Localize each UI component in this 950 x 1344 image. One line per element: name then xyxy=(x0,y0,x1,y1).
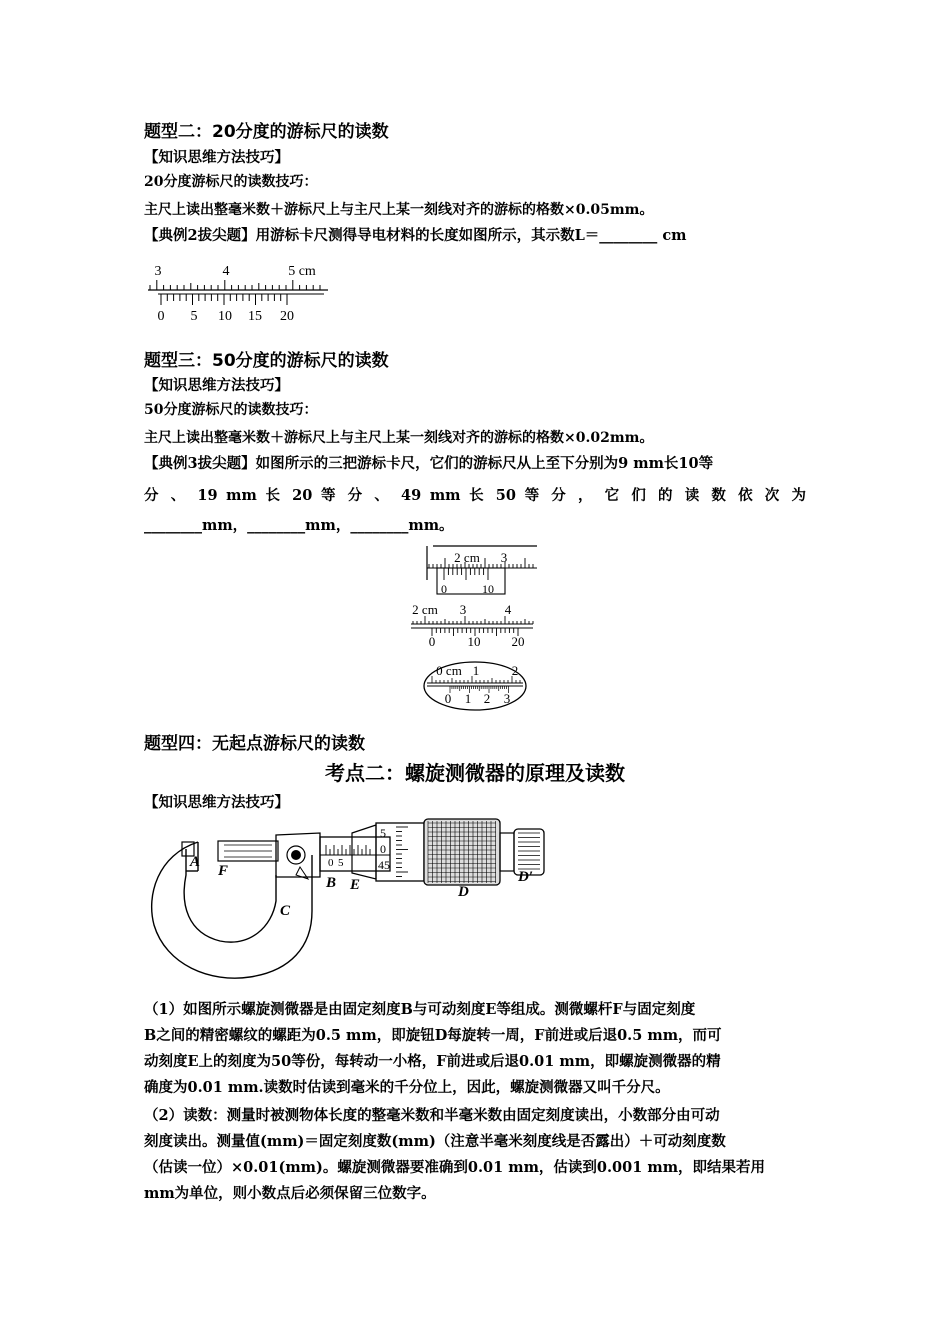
section4-title: 题型四：无起点游标尺的读数 xyxy=(144,734,365,754)
ruler2-main-3: 3 xyxy=(459,602,467,617)
example-tag: 【典例2拔尖题】 xyxy=(144,227,256,244)
ruler3-vernier-0: 0 xyxy=(444,691,452,706)
label-F: F xyxy=(218,863,229,879)
para2-line: 刻度读出。测量值(mm)＝固定刻度数(mm)（注意半毫米刻度线是否露出）＋可动刻度数 xyxy=(144,1133,726,1150)
ruler3-vernier-3: 3 xyxy=(503,691,511,706)
label-C: C xyxy=(280,903,291,919)
section2-tips-heading: 【知识思维方法技巧】 xyxy=(144,149,289,166)
topic2-paragraph-2 xyxy=(144,1103,806,1207)
caliper-ruler-1 xyxy=(427,546,537,596)
three-vernier-calipers-figure xyxy=(405,540,545,712)
topic2-paragraph-1 xyxy=(144,997,806,1101)
ruler1-vernier-0: 0 xyxy=(441,582,447,596)
example-text: 用游标卡尺测得导电材料的长度如图所示，其示数L＝________ cm xyxy=(255,227,687,244)
topic2-title: 考点二：螺旋测微器的原理及读数 xyxy=(325,761,625,785)
main-label-5cm: 5 cm xyxy=(288,264,316,279)
main-label-3: 3 xyxy=(154,264,162,279)
main-label-4: 4 xyxy=(222,264,230,279)
ruler1-main-3: 3 xyxy=(500,550,508,565)
para2-line: （估读一位）×0.01(mm)。螺旋测微器要准确到0.01 mm，估读到0.001 mm，即结果若用 xyxy=(144,1159,766,1176)
section3-tips-title: 50分度游标尺的读数技巧： xyxy=(144,402,318,418)
sleeve-number-5: 5 xyxy=(338,857,344,869)
ruler1-main-2cm: 2 cm xyxy=(454,550,480,565)
para1-line: 动刻度E上的刻度为50等份，每转动一小格，F前进或后退0.01 mm，即螺旋测微器的精 xyxy=(144,1053,721,1070)
ruler2-main-4: 4 xyxy=(504,602,512,617)
section3-title: 题型三：50分度的游标尺的读数 xyxy=(144,351,389,371)
thimble-number-45: 45 xyxy=(378,858,390,872)
vernier-label-10: 10 xyxy=(218,309,232,324)
ruler3-main-1: 1 xyxy=(472,663,480,678)
ruler3-main-0cm: 0 cm xyxy=(436,663,462,678)
section3-tips-rule: 主尺上读出整毫米数＋游标尺上与主尺上某一刻线对齐的游标的格数×0.02mm。 xyxy=(144,430,654,446)
ruler3-main-2: 2 xyxy=(511,663,519,678)
caliper-ruler-3 xyxy=(424,662,526,710)
para1-line: 确度为0.01 mm.读数时估读到毫米的千分位上，因此，螺旋测微器又叫千分尺。 xyxy=(144,1079,670,1096)
para1-line: （1）如图所示螺旋测微器是由固定刻度B与可动刻度E等组成。测微螺杆F与固定刻度 xyxy=(144,1001,696,1018)
label-D-prime: D′ xyxy=(518,869,534,885)
vernier-label-5: 5 xyxy=(190,309,198,324)
ruler2-vernier-20: 20 xyxy=(511,634,525,649)
micrometer-figure xyxy=(140,815,560,985)
thimble-number-0: 0 xyxy=(380,842,386,856)
thimble-number-5: 5 xyxy=(380,826,386,840)
vernier-caliper-20-figure xyxy=(140,258,340,328)
label-D: D xyxy=(458,884,469,900)
section2-title: 题型二：20分度的游标尺的读数 xyxy=(144,122,389,142)
section2-tips-rule: 主尺上读出整毫米数＋游标尺上与主尺上某一刻线对齐的游标的格数×0.05mm。 xyxy=(144,202,654,218)
section2-example xyxy=(144,224,687,245)
section3-example-line3: ________mm，________mm，________mm。 xyxy=(144,517,454,534)
vernier-label-20: 20 xyxy=(280,309,294,324)
para2-line: mm为单位，则小数点后必须保留三位数字。 xyxy=(144,1185,436,1202)
example-tag: 【典例3拔尖题】 xyxy=(144,455,256,472)
label-B: B xyxy=(326,875,337,891)
vernier-label-0: 0 xyxy=(157,309,165,324)
section3-example-line1 xyxy=(144,452,806,473)
ruler2-main-2cm: 2 cm xyxy=(412,602,438,617)
section2-tips-title: 20分度游标尺的读数技巧： xyxy=(144,174,318,190)
para1-line: B之间的精密螺纹的螺距为0.5 mm，即旋钮D每旋转一周，F前进或后退0.5 mm，而可 xyxy=(144,1027,722,1044)
ruler2-vernier-0: 0 xyxy=(428,634,436,649)
example-text: 如图所示的三把游标卡尺，它们的游标尺从上至下分别为9 mm长10等 xyxy=(255,455,714,472)
ruler3-vernier-1: 1 xyxy=(464,691,472,706)
caliper-ruler-2 xyxy=(411,602,533,649)
section3-tips-heading: 【知识思维方法技巧】 xyxy=(144,377,289,394)
label-E: E xyxy=(350,877,361,893)
sleeve-number-0: 0 xyxy=(328,857,334,869)
vernier-label-15: 15 xyxy=(248,309,262,324)
ruler1-vernier-10: 10 xyxy=(482,582,494,596)
ruler3-vernier-2: 2 xyxy=(483,691,491,706)
ruler2-vernier-10: 10 xyxy=(467,634,481,649)
knob xyxy=(424,819,500,885)
para2-line: （2）读数：测量时被测物体长度的整毫米数和半毫米数由固定刻度读出，小数部分由可动 xyxy=(144,1107,720,1124)
section3-example-line2: 分 、 19 mm 长 20 等 分 、 49 mm 长 50 等 分 ， 它 们 的 读 数 依 次 为 xyxy=(144,487,806,504)
label-A: A xyxy=(190,854,201,870)
topic2-tips-heading: 【知识思维方法技巧】 xyxy=(144,794,289,811)
